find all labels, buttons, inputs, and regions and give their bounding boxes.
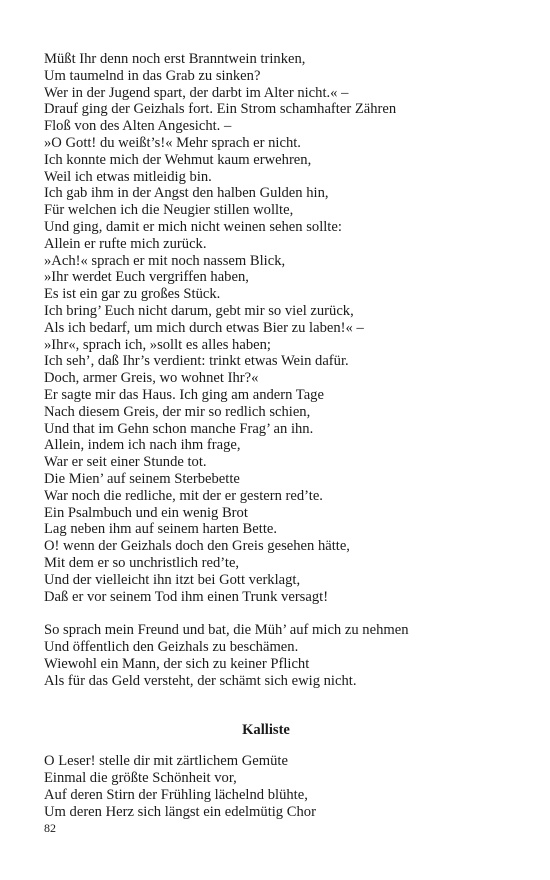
stanza-1	[44, 51, 514, 605]
poem-line: Ich bring’ Euch nicht darum, gebt mir so viel zurück,	[44, 302, 354, 319]
page-body	[44, 51, 514, 820]
poem-line: Wiewohl ein Mann, der sich zu keiner Pflicht	[44, 655, 310, 672]
poem-line: Ich seh’, daß Ihr’s verdient: trinkt etwas Wein dafür.	[44, 353, 349, 370]
poem-line: O Leser! stelle dir mit zärtlichem Gemüte	[44, 753, 288, 770]
poem-line: Um deren Herz sich längst ein edelmütig Chor	[44, 803, 316, 820]
stanza-2	[44, 622, 514, 689]
stanza-3	[44, 753, 514, 820]
poem-line: Und öffentlich den Geizhals zu beschämen.	[44, 639, 299, 656]
poem-line: Als ich bedarf, um mich durch etwas Bier zu laben!« –	[44, 319, 364, 336]
poem-line: War noch die redliche, mit der er gestern red’te.	[44, 487, 323, 504]
poem-line: Einmal die größte Schönheit vor,	[44, 770, 237, 787]
poem-line: Er sagte mir das Haus. Ich ging am andern Tage	[44, 386, 324, 403]
poem-line: »Ihr werdet Euch vergriffen haben,	[44, 269, 249, 286]
poem-line: Ich konnte mich der Wehmut kaum erwehren,	[44, 151, 312, 168]
poem-line: War er seit einer Stunde tot.	[44, 454, 207, 471]
page-number: 82	[44, 821, 56, 835]
poem-line: Drauf ging der Geizhals fort. Ein Strom schamhafter Zähren	[44, 101, 397, 118]
poem-line: Allein, indem ich nach ihm frage,	[44, 437, 241, 454]
poem-line: Und that im Gehn schon manche Frag’ an ihn.	[44, 420, 314, 437]
poem-line: »Ihr«, sprach ich, »sollt es alles haben;	[44, 336, 271, 353]
poem-line: Es ist ein gar zu großes Stück.	[44, 286, 221, 303]
poem-line: Weil ich etwas mitleidig bin.	[44, 168, 212, 185]
poem-line: Für welchen ich die Neugier stillen wollte,	[44, 202, 294, 219]
poem-line: Floß von des Alten Angesicht. –	[44, 118, 232, 135]
poem-line: O! wenn der Geizhals doch den Greis gesehen hätte,	[44, 538, 350, 555]
poem-line: Lag neben ihm auf seinem harten Bette.	[44, 521, 278, 538]
poem-line: Die Mien’ auf seinem Sterbebette	[44, 470, 240, 487]
poem-line: Und ging, damit er mich nicht weinen sehen sollte:	[44, 218, 342, 235]
poem-line: Ein Psalmbuch und ein wenig Brot	[44, 504, 248, 521]
poem-line: Doch, armer Greis, wo wohnet Ihr?«	[44, 370, 259, 387]
stanza-gap	[44, 605, 514, 622]
poem-line: »Ach!« sprach er mit noch nassem Blick,	[44, 252, 286, 269]
poem-line: Wer in der Jugend spart, der darbt im Alter nicht.« –	[44, 84, 349, 101]
poem-line: Auf deren Stirn der Frühling lächelnd blühte,	[44, 786, 308, 803]
poem-title: Kalliste	[242, 722, 290, 739]
poem-line: Müßt Ihr denn noch erst Branntwein trinken,	[44, 51, 306, 67]
poem-line: »O Gott! du weißt’s!« Mehr sprach er nicht.	[44, 134, 301, 151]
poem-line: Als für das Geld versteht, der schämt sich ewig nicht.	[44, 672, 357, 689]
poem-line: Mit dem er so unchristlich red’te,	[44, 554, 240, 571]
poem-line: Nach diesem Greis, der mir so redlich schien,	[44, 403, 311, 420]
poem-line: So sprach mein Freund und bat, die Müh’ auf mich zu nehmen	[44, 622, 409, 639]
poem-line: Allein er rufte mich zurück.	[44, 235, 207, 252]
poem-line: Daß er vor seinem Tod ihm einen Trunk versagt!	[44, 588, 329, 605]
poem-line: Und der vielleicht ihn itzt bei Gott verklagt,	[44, 571, 301, 588]
poem-line: Ich gab ihm in der Angst den halben Gulden hin,	[44, 185, 329, 202]
poem-line: Um taumelnd in das Grab zu sinken?	[44, 67, 261, 84]
